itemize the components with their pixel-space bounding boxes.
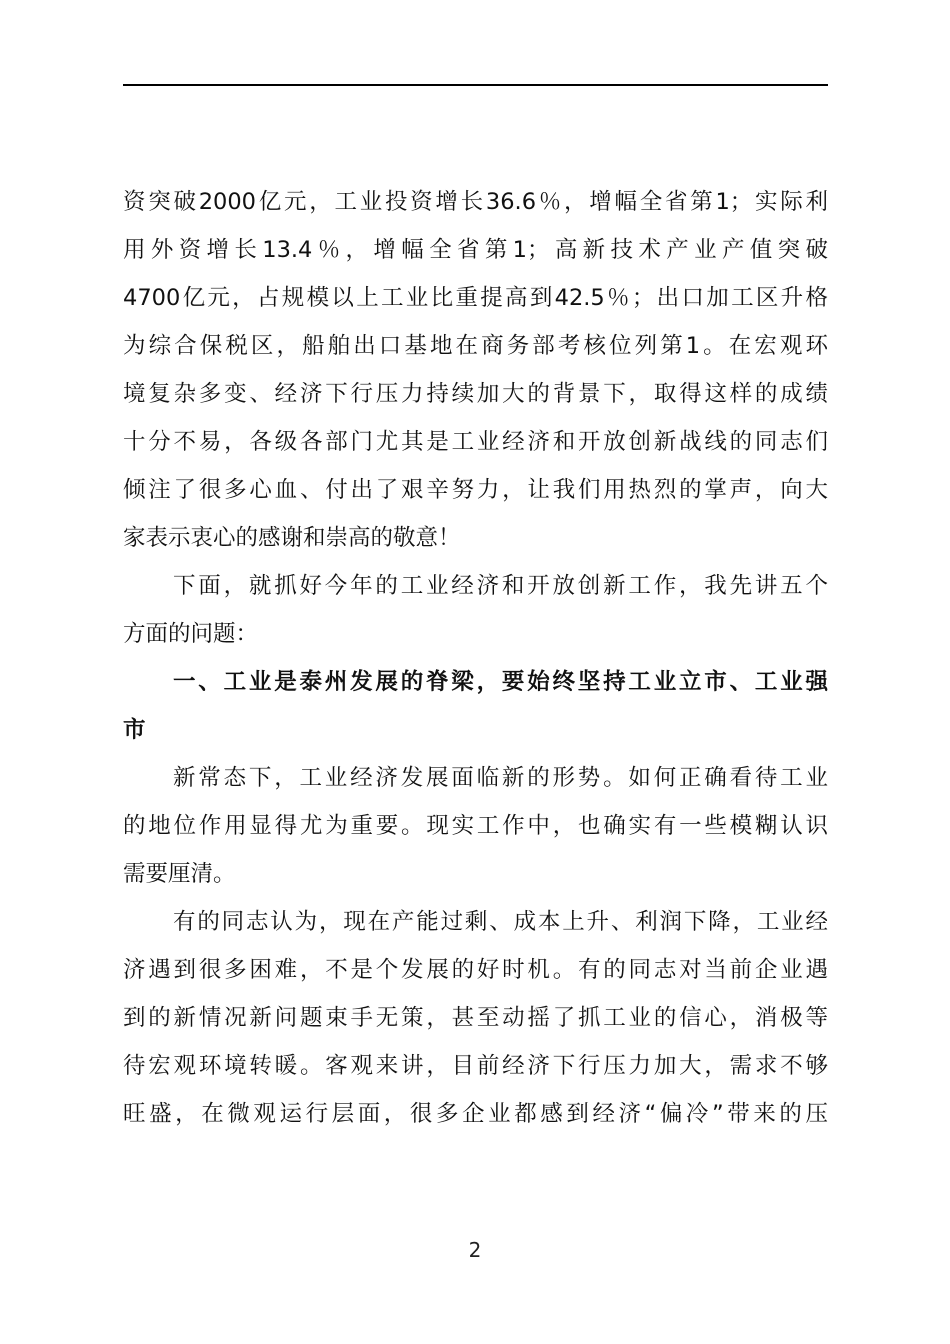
text-line: 方面的问题：	[123, 621, 259, 647]
paragraph	[123, 898, 828, 1138]
text-line: 4700亿元，占规模以上工业比重提高到42.5％；出口加工区升格	[123, 285, 828, 311]
text-line: 有的同志认为，现在产能过剩、成本上升、利润下降，工业经	[173, 909, 828, 935]
text-line: 待宏观环境转暖。客观来讲，目前经济下行压力加大，需求不够	[123, 1053, 828, 1079]
text-line: 需要厘清。	[123, 861, 236, 887]
text-line: 济遇到很多困难，不是个发展的好时机。有的同志对当前企业遇	[123, 957, 828, 983]
text-line: 用外资增长13.4％，增幅全省第1；高新技术产业产值突破	[123, 237, 828, 263]
page-number: 2	[468, 1238, 482, 1262]
text-line: 境复杂多变、经济下行压力持续加大的背景下，取得这样的成绩	[123, 381, 828, 407]
text-line: 旺盛，在微观运行层面，很多企业都感到经济“偏冷”带来的压	[123, 1101, 828, 1127]
paragraph	[123, 754, 828, 898]
text-line: 家表示衷心的感谢和崇高的敬意！	[123, 525, 461, 551]
text-line: 到的新情况新问题束手无策，甚至动摇了抓工业的信心，消极等	[123, 1005, 828, 1031]
text-line: 新常态下，工业经济发展面临新的形势。如何正确看待工业	[173, 765, 828, 791]
heading-line: 一、工业是泰州发展的脊梁，要始终坚持工业立市、工业强	[173, 669, 828, 695]
text-line: 倾注了很多心血、付出了艰辛努力，让我们用热烈的掌声，向大	[123, 477, 828, 503]
section-heading	[123, 658, 828, 754]
paragraph	[123, 562, 828, 658]
paragraph	[123, 178, 828, 562]
document-body	[123, 178, 828, 1138]
text-line: 的地位作用显得尤为重要。现实工作中，也确实有一些模糊认识	[123, 813, 828, 839]
text-line: 十分不易，各级各部门尤其是工业经济和开放创新战线的同志们	[123, 429, 828, 455]
header-rule	[123, 84, 828, 86]
text-line: 下面，就抓好今年的工业经济和开放创新工作，我先讲五个	[173, 573, 828, 599]
text-line: 资突破2000亿元，工业投资增长36.6％，增幅全省第1；实际利	[123, 189, 828, 215]
text-line: 为综合保税区，船舶出口基地在商务部考核位列第1。在宏观环	[123, 333, 828, 359]
heading-line: 市	[123, 717, 146, 743]
